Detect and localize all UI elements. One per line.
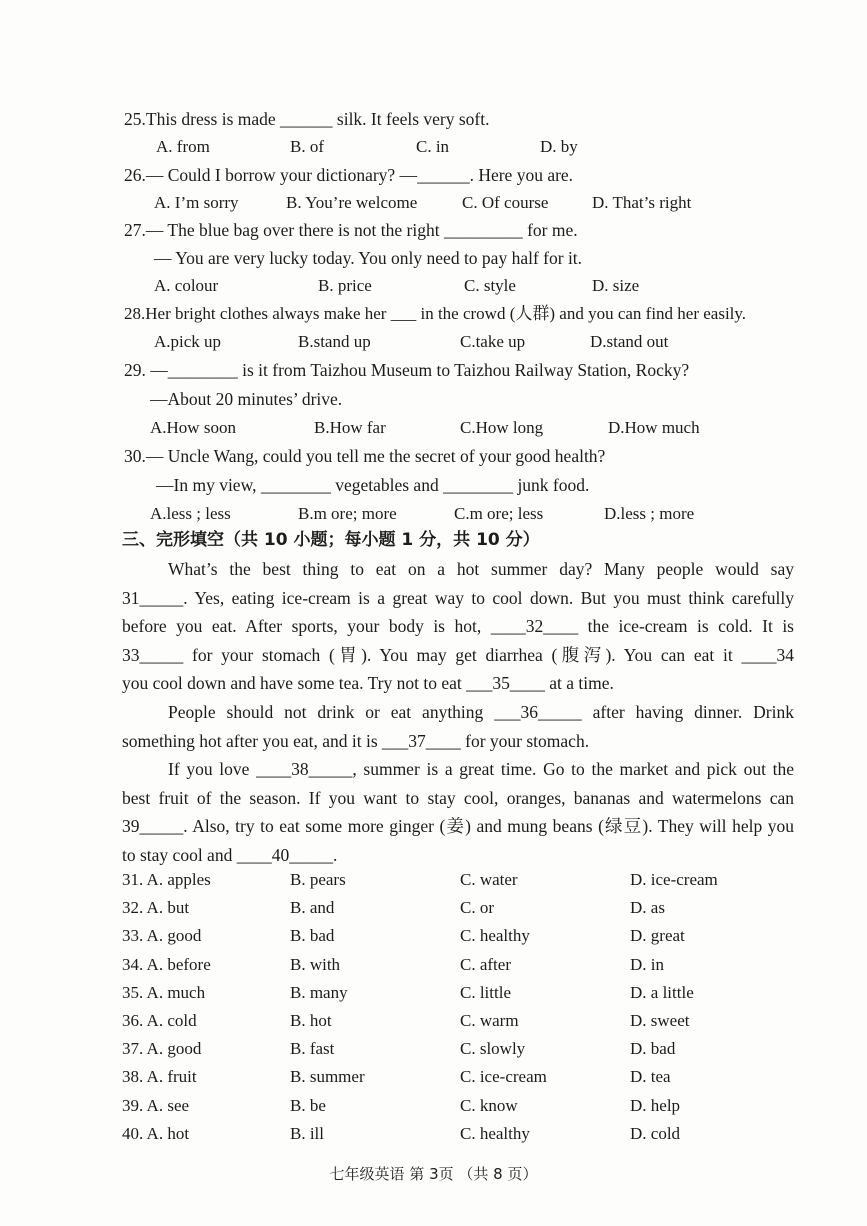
option-c: C. or [460,898,494,918]
passage-line: 31_____. Yes, eating ice-cream is a great way to cool down. But you must think carefully [122,587,794,608]
option-d: D.How much [608,418,700,437]
cloze-row-37 [122,1037,802,1065]
option-c: C. Of course [462,193,549,212]
option-a: 34. A. before [122,954,211,974]
option-a: 32. A. but [122,898,190,918]
question-28-options [154,331,867,353]
question-25: 25.This dress is made ______ silk. It feels very soft. [124,109,490,129]
option-a: A.pick up [154,332,222,351]
question-29-options [150,417,867,439]
passage-line: If you love ____38_____, summer is a great time. Go to the market and pick out the [168,759,794,780]
cloze-row-32 [122,896,802,924]
option-a: 31. A. apples [122,870,211,889]
question-30-reply: —In my view, ________ vegetables and ________ junk food. [156,475,590,495]
cloze-row-40 [122,1122,802,1150]
page-footer: 七年级英语 第 3页 （共 8 页） [329,1165,538,1183]
option-d: D. sweet [630,1010,690,1030]
option-d: D. tea [630,1067,671,1087]
option-a: A. I’m sorry [154,193,239,212]
option-b: B. fast [290,1039,335,1059]
option-b: B. many [290,982,348,1002]
option-b: B.stand up [298,332,371,351]
cloze-passage [122,555,794,870]
option-b: B. price [318,276,372,295]
option-a: 38. A. fruit [122,1067,197,1087]
passage-line: 39_____. Also, try to eat some more ginger (姜) and mung beans (绿豆). They will help you [122,816,794,837]
option-b: B.m ore; more [298,504,397,523]
option-d: D.less ; more [604,504,695,523]
question-26: 26.— Could I borrow your dictionary? —______. Here you are. [124,165,574,185]
option-a: 35. A. much [122,982,206,1002]
option-a: A.less ; less [150,504,231,523]
passage-line: something hot after you eat, and it is ___37____ for your stomach. [122,730,590,751]
option-c: C.How long [460,418,544,437]
option-c: C. healthy [460,926,530,946]
option-a: 36. A. cold [122,1010,197,1030]
question-25-options [156,136,867,158]
option-c: C. style [464,276,516,295]
option-c: C. in [416,137,450,156]
option-b: B. with [290,954,341,974]
option-d: D. as [630,898,665,918]
option-a: 33. A. good [122,926,202,946]
option-b: B. hot [290,1010,332,1030]
cloze-row-31 [122,868,802,896]
option-b: B. You’re welcome [286,193,418,212]
passage-line: 33_____ for your stomach (胃). You may get diarrhea (腹泻). You can eat it ____34 [122,644,794,665]
option-c: C. slowly [460,1039,526,1059]
cloze-row-39 [122,1094,802,1122]
option-c: C. healthy [460,1123,530,1143]
option-c: C. know [460,1095,518,1115]
option-d: D. cold [630,1123,681,1143]
option-d: D. That’s right [592,193,692,212]
question-29-reply: —About 20 minutes’ drive. [150,389,343,409]
question-27-options [154,275,867,297]
option-a: A. colour [154,276,219,295]
option-b: B. ill [290,1123,325,1143]
option-a: 37. A. good [122,1039,202,1059]
option-b: B. pears [290,870,346,889]
option-d: D. in [630,954,664,974]
question-27: 27.— The blue bag over there is not the right _________ for me. [124,220,578,240]
passage-line: you cool down and have some tea. Try not to eat ___35____ at a time. [122,673,614,694]
option-c: C.m ore; less [454,504,544,523]
option-b: B. summer [290,1067,365,1087]
option-c: C. ice-cream [460,1067,547,1087]
option-b: B. be [290,1095,326,1115]
option-d: D. a little [630,982,694,1002]
option-d: D. bad [630,1039,676,1059]
cloze-options [122,868,802,1150]
question-30-options [150,503,867,525]
option-b: B.How far [314,418,386,437]
option-a: A. from [156,137,210,156]
cloze-row-33 [122,924,802,952]
option-d: D. great [630,926,685,946]
cloze-row-35 [122,981,802,1009]
passage-line: to stay cool and ____40_____. [122,844,338,865]
option-c: C. water [460,870,518,889]
question-28: 28.Her bright clothes always make her ___ in the crowd (人群) and you can find her easily. [124,304,747,323]
option-a: 39. A. see [122,1095,190,1115]
question-27-reply: — You are very lucky today. You only need to pay half for it. [154,248,583,268]
option-c: C. warm [460,1010,519,1030]
option-b: B. bad [290,926,335,946]
option-a: A.How soon [150,418,236,437]
section-title: 三、完形填空（共 10 小题；每小题 1 分，共 10 分） [122,530,540,550]
option-d: D. size [592,276,640,295]
question-26-options [154,192,867,214]
question-30: 30.— Uncle Wang, could you tell me the secret of your good health? [124,446,606,466]
option-d: D. ice-cream [630,870,718,889]
question-29: 29. —________ is it from Taizhou Museum to Taizhou Railway Station, Rocky? [124,360,690,380]
option-c: C.take up [460,332,526,351]
option-d: D.stand out [590,332,669,351]
option-c: C. after [460,954,511,974]
option-c: C. little [460,982,511,1002]
option-d: D. help [630,1095,681,1115]
option-b: B. and [290,898,335,918]
passage-line: best fruit of the season. If you want to stay cool, oranges, bananas and watermelons can [122,787,794,808]
passage-line: before you eat. After sports, your body is hot, ____32____ the ice-cream is cold. It is [122,616,794,637]
passage-line: What’s the best thing to eat on a hot summer day? Many people would say [168,559,794,579]
passage-line: People should not drink or eat anything ___36_____ after having dinner. Drink [168,701,794,722]
option-d: D. by [540,137,578,156]
cloze-row-34 [122,953,802,981]
cloze-row-36 [122,1009,802,1037]
option-a: 40. A. hot [122,1123,190,1143]
cloze-row-38 [122,1065,802,1093]
option-b: B. of [290,137,324,156]
